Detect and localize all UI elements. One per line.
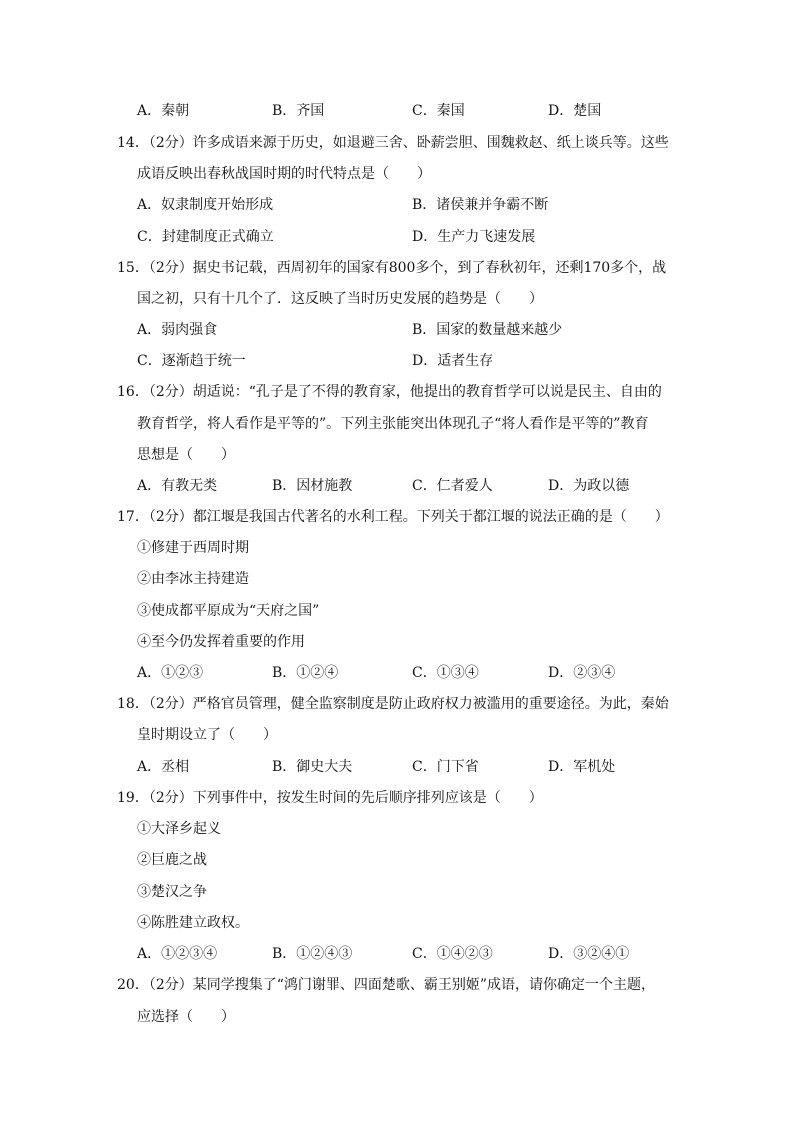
q19-option-a: A．①②③④ (137, 946, 218, 962)
q13-option-d: D．楚国 (548, 103, 602, 119)
q19-stem-line-1: 19．（2分）下列事件中，按发生时间的先后顺序排列应该是（ ） (117, 790, 543, 806)
q19-item-3: ③楚汉之争 (137, 884, 207, 900)
q14-option-d: D．生产力飞速发展 (412, 229, 536, 245)
q20-stem-line-2: 应选择（ ） (137, 1009, 235, 1025)
q16-stem-line-3: 思想是（ ） (137, 447, 235, 463)
q17-item-1: ①修建于西周时期 (137, 540, 249, 556)
q14-option-a: A．奴隶制度开始形成 (137, 197, 274, 213)
q14-stem-line-1: 14．（2分）许多成语来源于历史，如退避三舍、卧薪尝胆、围魏救赵、纸上谈兵等。这些 (117, 135, 669, 151)
q15-option-a: A．弱肉强食 (137, 322, 218, 338)
q17-option-c: C．①③④ (412, 665, 479, 681)
q16-stem-line-1: 16．（2分）胡适说：“孔子是了不得的教育家，他提出的教育哲学可以说是民主、自由的 (117, 384, 662, 400)
q14-option-b: B．诸侯兼并争霸不断 (412, 197, 549, 213)
q18-stem-line-1: 18．（2分）严格官员管理，健全监察制度是防止政府权力被滥用的重要途径。为此，秦始 (117, 696, 669, 712)
q16-option-d: D．为政以德 (548, 478, 630, 494)
q14-option-c: C．封建制度正式确立 (137, 229, 274, 245)
q13-option-c: C．秦国 (412, 103, 465, 119)
q20-stem-line-1: 20．（2分）某同学搜集了“鸿门谢罪、四面楚歌、霸王别姬”成语，请你确定一个主题， (117, 977, 656, 993)
q15-option-b: B．国家的数量越来越少 (412, 322, 563, 338)
q19-item-1: ①大泽乡起义 (137, 821, 221, 837)
q17-item-2: ②由李冰主持建造 (137, 571, 249, 587)
q18-option-a: A．丞相 (137, 759, 190, 775)
q15-option-d: D．适者生存 (412, 353, 494, 369)
q19-option-d: D．③②④① (548, 946, 630, 962)
q18-stem-line-2: 皇时期设立了（ ） (137, 727, 277, 743)
q14-stem-line-2: 成语反映出春秋战国时期的时代特点是（ ） (137, 166, 431, 182)
q16-option-c: C．仁者爱人 (412, 478, 493, 494)
q17-option-b: B．①②④ (272, 665, 339, 681)
q17-stem-line-1: 17．（2分）都江堰是我国古代著名的水利工程。下列关于都江堰的说法正确的是（ ） (117, 509, 669, 525)
q18-option-b: B．御史大夫 (272, 759, 353, 775)
q17-item-3: ③使成都平原成为“天府之国” (137, 603, 320, 619)
q19-item-2: ②巨鹿之战 (137, 852, 207, 868)
q19-item-4: ④陈胜建立政权。 (137, 915, 249, 931)
q13-option-a: A．秦朝 (137, 103, 190, 119)
q18-option-d: D．军机处 (548, 759, 616, 775)
q17-option-a: A．①②③ (137, 665, 204, 681)
q19-option-b: B．①②④③ (272, 946, 353, 962)
q15-stem-line-2: 国之初，只有十几个了．这反映了当时历史发展的趋势是（ ） (137, 291, 543, 307)
q15-stem-line-1: 15．（2分）据史书记载，西周初年的国家有800多个，到了春秋初年，还剩170多个，战 (117, 260, 667, 276)
q16-option-b: B．因材施教 (272, 478, 353, 494)
q16-option-a: A．有教无类 (137, 478, 218, 494)
q16-stem-line-2: 教育哲学，将人看作是平等的”。下列主张能突出体现孔子“将人看作是平等的”教育 (137, 416, 649, 432)
q17-option-d: D．②③④ (548, 665, 616, 681)
q15-option-c: C．逐渐趋于统一 (137, 353, 246, 369)
q13-option-b: B．齐国 (272, 103, 325, 119)
q17-item-4: ④至今仍发挥着重要的作用 (137, 634, 305, 650)
q18-option-c: C．门下省 (412, 759, 479, 775)
q19-option-c: C．①④②③ (412, 946, 493, 962)
